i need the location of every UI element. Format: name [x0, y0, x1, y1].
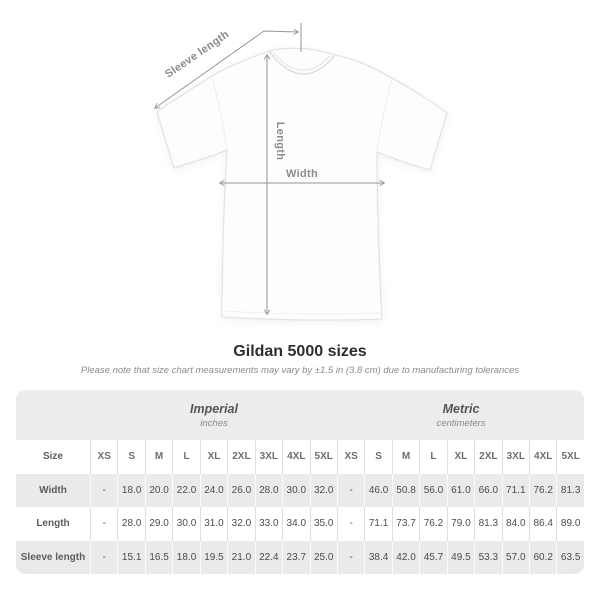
value-cell: 73.7: [392, 507, 419, 541]
value-cell: 38.4: [364, 541, 391, 575]
value-cell: 61.0: [447, 474, 474, 508]
measurement-row: [16, 507, 584, 541]
imperial-group-header: [90, 402, 338, 429]
value-cell: 18.0: [172, 541, 199, 575]
size-header-cell-xs: XS: [337, 440, 364, 474]
imperial-group-title: Imperial: [190, 401, 238, 416]
value-cell: 26.0: [227, 474, 254, 508]
value-cell: 35.0: [310, 507, 337, 541]
value-cell: 32.0: [227, 507, 254, 541]
size-header-cell-l: L: [172, 440, 199, 474]
size-header-cell-xl: XL: [200, 440, 227, 474]
value-cell: 30.0: [172, 507, 199, 541]
size-header-cell-3xl: 3XL: [502, 440, 529, 474]
value-cell: 34.0: [282, 507, 309, 541]
length-label: Length: [274, 121, 286, 161]
value-cell: -: [90, 541, 117, 575]
size-header-cell-2xl: 2XL: [227, 440, 254, 474]
value-cell: 45.7: [419, 541, 446, 575]
row-label: Width: [39, 484, 67, 496]
value-cell: -: [337, 507, 364, 541]
size-header-cell-4xl: 4XL: [282, 440, 309, 474]
value-cell: -: [90, 474, 117, 508]
metric-group-subtitle: centimeters: [436, 417, 486, 429]
size-table-rows: [16, 440, 584, 574]
imperial-group-subtitle: inches: [200, 417, 228, 429]
value-cell: -: [337, 474, 364, 508]
value-cell: 60.2: [529, 541, 556, 575]
value-cell: 81.3: [474, 507, 501, 541]
value-cell: 71.1: [364, 507, 391, 541]
size-header-cell-m: M: [145, 440, 172, 474]
value-cell: 20.0: [145, 474, 172, 508]
unit-group-header-row: [16, 390, 584, 440]
size-header-cell-m: M: [392, 440, 419, 474]
value-cell: 23.7: [282, 541, 309, 575]
value-cell: 28.0: [117, 507, 144, 541]
size-header-cell-l: L: [419, 440, 446, 474]
value-cell: 56.0: [419, 474, 446, 508]
value-cell: 71.1: [502, 474, 529, 508]
value-cell: 16.5: [145, 541, 172, 575]
value-cell: 42.0: [392, 541, 419, 575]
value-cell: 28.0: [255, 474, 282, 508]
value-cell: 21.0: [227, 541, 254, 575]
tshirt-graphic: [157, 48, 447, 320]
value-cell: 18.0: [117, 474, 144, 508]
page-title: Gildan 5000 sizes: [233, 343, 367, 360]
value-cell: 19.5: [200, 541, 227, 575]
value-cell: -: [90, 507, 117, 541]
value-cell: 24.0: [200, 474, 227, 508]
value-cell: 79.0: [447, 507, 474, 541]
value-cell: 89.0: [556, 507, 583, 541]
value-cell: 22.0: [172, 474, 199, 508]
sleeve-length-label: Sleeve length: [163, 28, 232, 81]
value-cell: 76.2: [529, 474, 556, 508]
size-header-cell-3xl: 3XL: [255, 440, 282, 474]
size-header-cell-5xl: 5XL: [556, 440, 583, 474]
value-cell: 57.0: [502, 541, 529, 575]
size-header-cell-xl: XL: [447, 440, 474, 474]
size-header-cell-5xl: 5XL: [310, 440, 337, 474]
size-column-header: Size: [42, 451, 63, 463]
value-cell: 33.0: [255, 507, 282, 541]
value-cell: 66.0: [474, 474, 501, 508]
tolerance-note: Please note that size chart measurements may vary by ±1.5 in (3.8 cm) due to manufacturing tolerances: [80, 365, 520, 376]
size-header-row: [16, 440, 584, 474]
value-cell: 81.3: [556, 474, 583, 508]
value-cell: -: [337, 541, 364, 575]
size-header-cell-4xl: 4XL: [529, 440, 556, 474]
value-cell: 50.8: [392, 474, 419, 508]
size-header-cell-xs: XS: [90, 440, 117, 474]
value-cell: 29.0: [145, 507, 172, 541]
value-cell: 84.0: [502, 507, 529, 541]
size-header-cell-2xl: 2XL: [474, 440, 501, 474]
width-label: Width: [286, 168, 318, 180]
value-cell: 76.2: [419, 507, 446, 541]
value-cell: 22.4: [255, 541, 282, 575]
value-cell: 30.0: [282, 474, 309, 508]
measurement-row: [16, 474, 584, 508]
size-chart-table: [16, 390, 584, 574]
size-header-cell-s: S: [117, 440, 144, 474]
value-cell: 63.5: [556, 541, 583, 575]
row-label: Sleeve length: [20, 551, 86, 563]
measurement-row: [16, 541, 584, 575]
value-cell: 32.0: [310, 474, 337, 508]
value-cell: 31.0: [200, 507, 227, 541]
value-cell: 25.0: [310, 541, 337, 575]
value-cell: 53.3: [474, 541, 501, 575]
value-cell: 86.4: [529, 507, 556, 541]
metric-group-header: [338, 402, 584, 429]
value-cell: 46.0: [364, 474, 391, 508]
metric-group-title: Metric: [442, 401, 480, 416]
value-cell: 49.5: [447, 541, 474, 575]
size-header-cell-s: S: [364, 440, 391, 474]
value-cell: 15.1: [117, 541, 144, 575]
row-label: Length: [36, 518, 70, 530]
